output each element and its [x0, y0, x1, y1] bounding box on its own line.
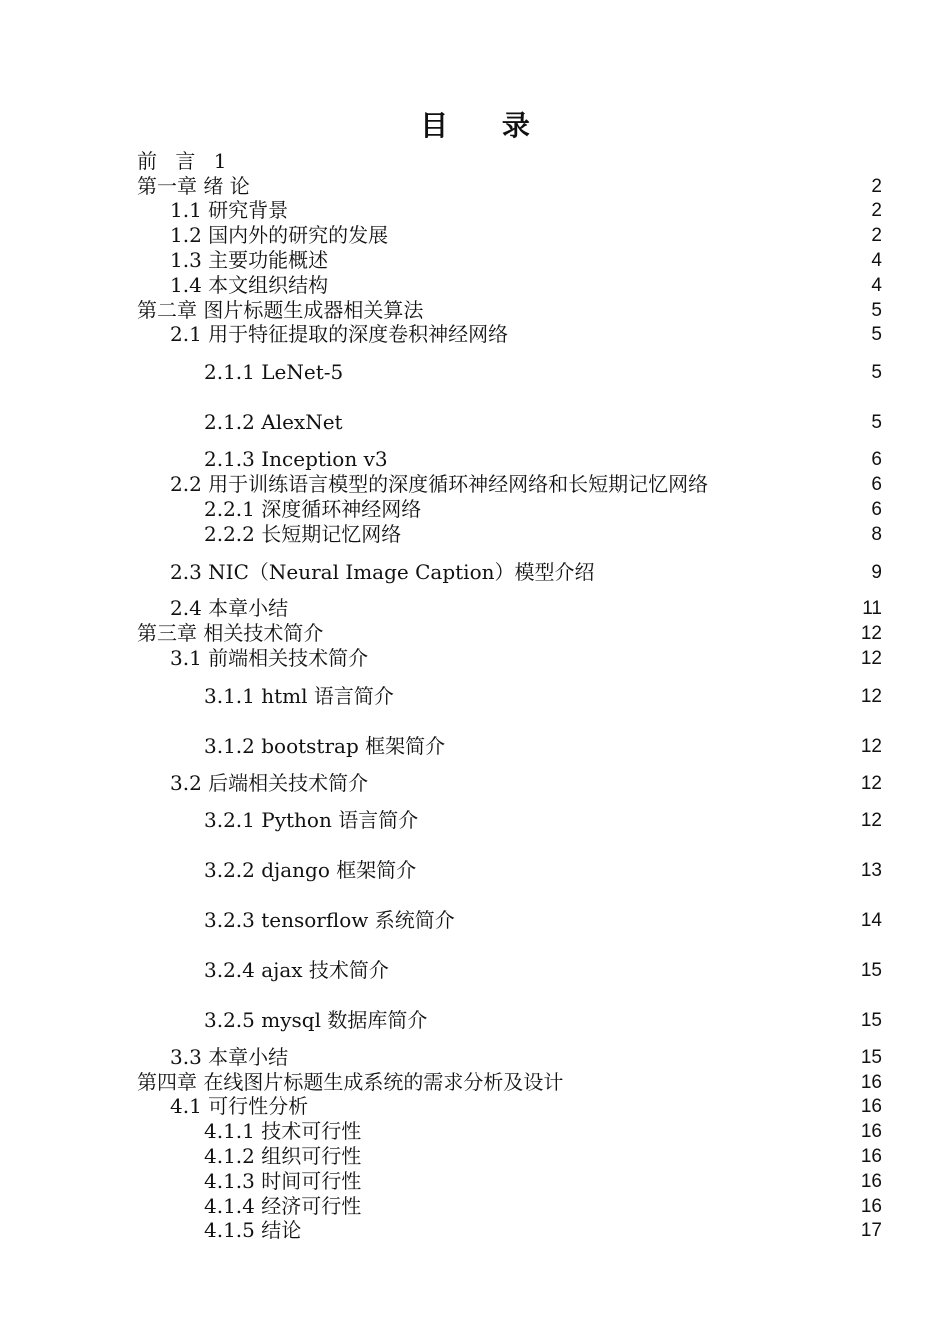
toc-entry-3-1[interactable]	[0, 646, 950, 671]
toc-entry-page: 2	[871, 176, 882, 197]
toc-entry-chapter-3[interactable]	[0, 621, 950, 646]
toc-entry-page: 16	[860, 1171, 882, 1192]
toc-entry-2-1-1[interactable]	[0, 360, 950, 385]
toc-entry-label: 4.1 可行性分析	[170, 1094, 309, 1118]
toc-entry-chapter-4[interactable]	[0, 1070, 950, 1095]
toc-entry-1-1[interactable]	[0, 198, 950, 223]
toc-entry-label: 2.1.1 LeNet-5	[204, 360, 344, 384]
toc-entry-label: 1.4 本文组织结构	[170, 273, 329, 297]
toc-entry-page: 12	[860, 736, 882, 757]
toc-entry-page: 15	[860, 1047, 882, 1068]
toc-entry-page: 5	[871, 300, 882, 321]
toc-entry-label: 4.1.5 结论	[204, 1218, 302, 1242]
toc-entry-page: 16	[860, 1121, 882, 1142]
toc-entry-3-2-4[interactable]	[0, 958, 950, 983]
toc-entry-label: 第四章 在线图片标题生成系统的需求分析及设计	[137, 1070, 564, 1094]
toc-entry-page: 13	[860, 860, 882, 881]
toc-entry-page: 8	[871, 524, 882, 545]
toc-entry-2-2-1[interactable]	[0, 497, 950, 522]
toc-entry-label: 第二章 图片标题生成器相关算法	[137, 298, 424, 322]
toc-entry-page: 2	[871, 225, 882, 246]
toc-entry-label: 2.4 本章小结	[170, 596, 289, 620]
toc-entry-label: 3.2.2 django 框架简介	[204, 858, 417, 882]
toc-entry-3-2-3[interactable]	[0, 908, 950, 933]
toc-entry-3-2-1[interactable]	[0, 808, 950, 833]
toc-entry-page: 2	[871, 200, 882, 221]
toc-entry-label: 4.1.4 经济可行性	[204, 1194, 362, 1218]
toc-entry-page: 16	[860, 1072, 882, 1093]
toc-entry-4-1-3[interactable]	[0, 1169, 950, 1194]
toc-entry-page: 17	[860, 1220, 882, 1241]
toc-entry-page: 11	[862, 598, 882, 619]
toc-entry-label: 3.1 前端相关技术简介	[170, 646, 369, 670]
toc-entry-2-1-2[interactable]	[0, 410, 950, 435]
toc-entry-3-1-2[interactable]	[0, 734, 950, 759]
toc-entry-label: 3.2 后端相关技术简介	[170, 771, 369, 795]
toc-entry-3-2-2[interactable]	[0, 858, 950, 883]
toc-entry-label: 2.2 用于训练语言模型的深度循环神经网络和长短期记忆网络	[170, 472, 709, 496]
toc-entry-page: 15	[860, 1010, 882, 1031]
toc-entry-1-4[interactable]	[0, 273, 950, 298]
toc-entry-2-2-2[interactable]	[0, 522, 950, 547]
toc-entry-4-1[interactable]	[0, 1094, 950, 1119]
toc-entry-2-1[interactable]	[0, 322, 950, 347]
toc-entry-label: 1.1 研究背景	[170, 198, 289, 222]
toc-entry-4-1-4[interactable]	[0, 1194, 950, 1219]
toc-entry-page: 14	[860, 910, 882, 931]
toc-entry-page: 6	[871, 449, 882, 470]
toc-entry-chapter-1[interactable]	[0, 174, 950, 199]
toc-entry-label: 2.3 NIC（Neural Image Caption）模型介绍	[170, 560, 595, 584]
toc-entry-3-1-1[interactable]	[0, 684, 950, 709]
toc-entry-label: 3.3 本章小结	[170, 1045, 289, 1069]
toc-entry-page: 5	[871, 412, 882, 433]
toc-entry-label: 2.2.1 深度循环神经网络	[204, 497, 422, 521]
page-title: 目 录	[420, 109, 552, 142]
toc-entry-label: 2.1.2 AlexNet	[204, 410, 343, 434]
toc-entry-page: 6	[871, 499, 882, 520]
toc-entry-label: 3.1.2 bootstrap 框架简介	[204, 734, 446, 758]
toc-entry-page: 9	[871, 562, 882, 583]
toc-entry-label: 第三章 相关技术简介	[137, 621, 324, 645]
toc-entry-4-1-2[interactable]	[0, 1144, 950, 1169]
toc-entry-2-2[interactable]	[0, 472, 950, 497]
toc-entry-label: 3.2.3 tensorflow 系统简介	[204, 908, 455, 932]
toc-entry-4-1-1[interactable]	[0, 1119, 950, 1144]
toc-entry-3-2[interactable]	[0, 771, 950, 796]
toc-entry-page: 15	[860, 960, 882, 981]
toc-entry-3-3[interactable]	[0, 1045, 950, 1070]
toc-entry-page: 16	[860, 1096, 882, 1117]
toc-entry-label: 3.2.5 mysql 数据库简介	[204, 1008, 428, 1032]
toc-entry-page: 16	[860, 1196, 882, 1217]
toc-entry-4-1-5[interactable]	[0, 1218, 950, 1243]
toc-entry-page: 12	[860, 810, 882, 831]
toc-entry-2-1-3[interactable]	[0, 447, 950, 472]
toc-entry-page: 12	[860, 648, 882, 669]
toc-entry-page: 16	[860, 1146, 882, 1167]
toc-entry-chapter-2[interactable]	[0, 298, 950, 323]
toc-entry-label: 第一章 绪 论	[137, 174, 250, 198]
toc-entry-label: 前 言 1	[137, 149, 233, 173]
toc-entry-label: 3.2.1 Python 语言简介	[204, 808, 419, 832]
toc-entry-label: 4.1.2 组织可行性	[204, 1144, 362, 1168]
toc-entry-page: 4	[871, 275, 882, 296]
toc-entry-page: 5	[871, 324, 882, 345]
toc-entry-page: 6	[871, 474, 882, 495]
toc-entry-page: 12	[860, 623, 882, 644]
toc-entry-label: 2.1.3 Inception v3	[204, 447, 388, 471]
toc-entry-2-4[interactable]	[0, 596, 950, 621]
toc-entry-page: 12	[860, 686, 882, 707]
toc-entry-label: 4.1.1 技术可行性	[204, 1119, 362, 1143]
toc-entry-label: 4.1.3 时间可行性	[204, 1169, 362, 1193]
toc-entry-page: 12	[860, 773, 882, 794]
toc-entry-label: 1.2 国内外的研究的发展	[170, 223, 389, 247]
toc-entry-1-2[interactable]	[0, 223, 950, 248]
toc-entry-label: 2.1 用于特征提取的深度卷积神经网络	[170, 322, 509, 346]
toc-entry-1-3[interactable]	[0, 248, 950, 273]
toc-entry-label: 3.2.4 ajax 技术简介	[204, 958, 389, 982]
toc-entry-label: 1.3 主要功能概述	[170, 248, 329, 272]
toc-entry-page: 5	[871, 362, 882, 383]
toc-entry-preface[interactable]	[0, 149, 950, 174]
toc-entry-page: 4	[871, 250, 882, 271]
toc-entry-2-3[interactable]	[0, 560, 950, 585]
toc-entry-3-2-5[interactable]	[0, 1008, 950, 1033]
toc-entry-label: 3.1.1 html 语言简介	[204, 684, 394, 708]
toc-entry-label: 2.2.2 长短期记忆网络	[204, 522, 402, 546]
